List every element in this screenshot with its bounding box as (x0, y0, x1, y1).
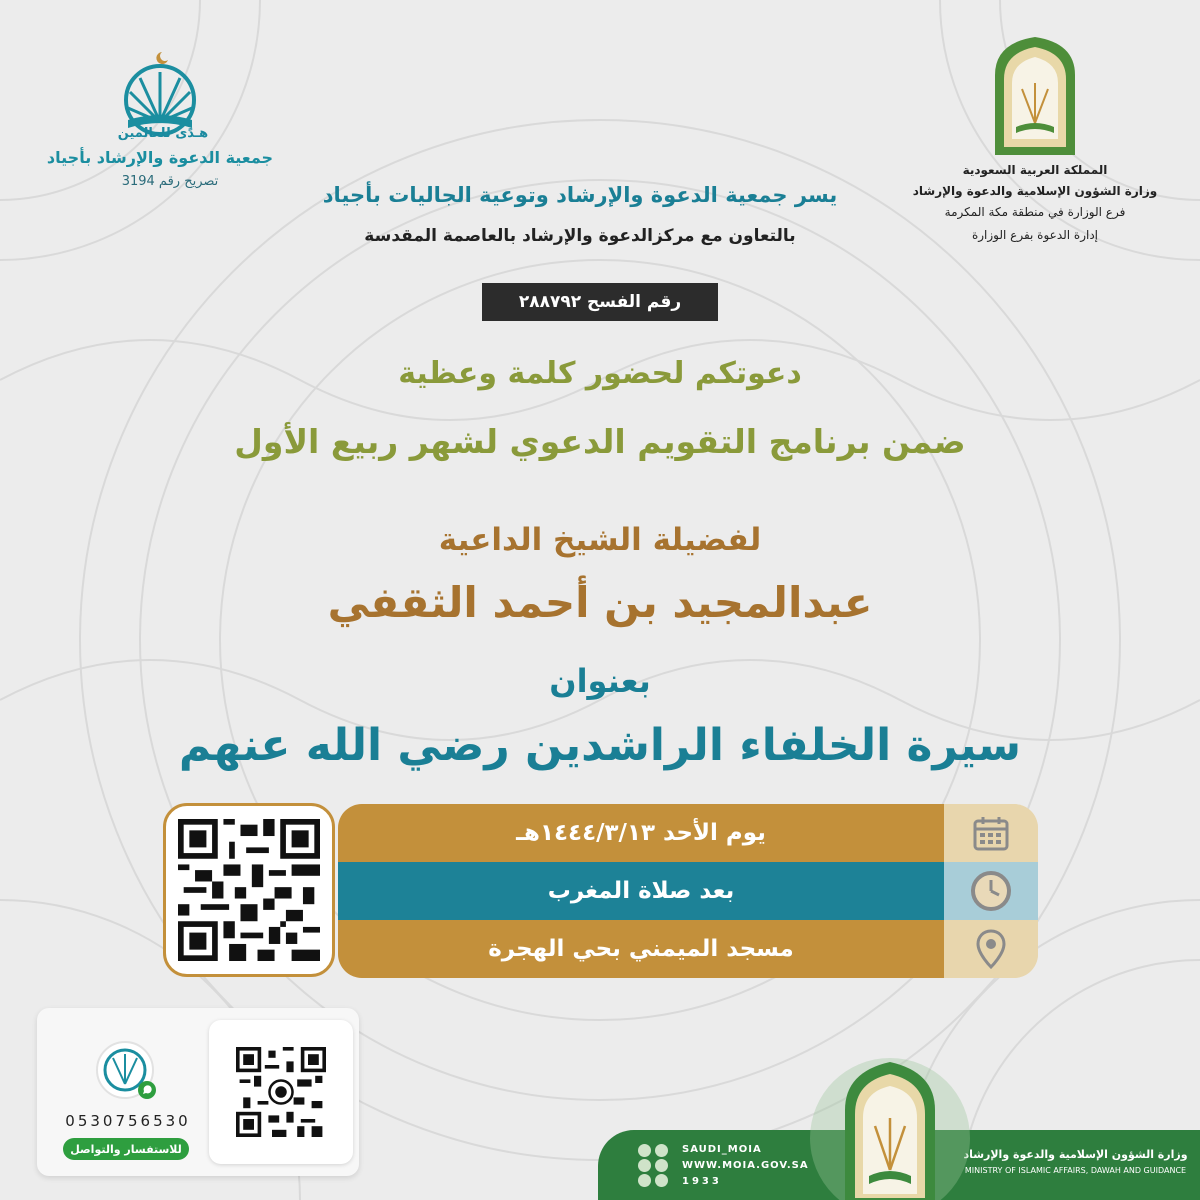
subject-label: بعنوان (549, 662, 651, 700)
ministry-logo (900, 35, 1170, 255)
footer-ministry-emblem-icon (805, 1048, 975, 1200)
date-row (338, 804, 1038, 862)
invite-line: دعوتكم لحضور كلمة وعظية (398, 356, 802, 391)
footer-ministry-arabic: وزارة الشؤون الإسلامية والدعوة والإرشاد (963, 1148, 1188, 1161)
ministry-line-3: فرع الوزارة في منطقة مكة المكرمة (944, 205, 1126, 219)
ministry-line-4: إدارة الدعوة بفرع الوزارة (971, 228, 1099, 242)
event-time: بعد صلاة المغرب (338, 862, 944, 920)
calendar-icon (944, 804, 1038, 862)
location-pin-icon (944, 920, 1038, 978)
speaker-name: عبدالمجيد بن أحمد الثقفي (327, 578, 873, 627)
time-row (338, 862, 1038, 920)
association-permit: تصريح رقم 3194 (121, 174, 219, 189)
event-date: يوم الأحد ١٤٤٤/٣/١٣هـ (338, 804, 944, 862)
ministry-line-1: المملكة العربية السعودية (962, 163, 1108, 177)
footer-year: 1933 (682, 1176, 722, 1187)
footer-social-icons (638, 1144, 668, 1187)
qr-code-icon (178, 819, 320, 961)
instagram-icon[interactable] (655, 1144, 668, 1157)
location-row (338, 920, 1038, 978)
footer-ministry-english: MINISTRY OF ISLAMIC AFFAIRS, DAWAH AND GUIDANCE (964, 1166, 1187, 1175)
speaker-title: لفضيلة الشيخ الداعية (438, 522, 762, 558)
event-location: مسجد الميمني بحي الهجرة (338, 920, 944, 978)
snapchat-icon[interactable] (638, 1144, 651, 1157)
association-brand: هـدًى للعالمين (117, 126, 209, 141)
event-details-panel (338, 804, 1038, 978)
ministry-line-2: وزارة الشؤون الإسلامية والدعوة والإرشاد (912, 184, 1158, 198)
clock-icon (944, 862, 1038, 920)
cooperation-line: بالتعاون مع مركزالدعوة والإرشاد بالعاصمة المقدسة (364, 226, 796, 246)
phone-icon[interactable] (655, 1174, 668, 1187)
event-qr-code[interactable] (163, 803, 335, 977)
contact-qr-code[interactable] (209, 1020, 353, 1164)
facebook-icon[interactable] (638, 1174, 651, 1187)
globe-icon[interactable] (655, 1159, 668, 1172)
association-logo (40, 50, 280, 200)
contact-card (37, 1008, 359, 1176)
program-line: ضمن برنامج التقويم الدعوي لشهر ربيع الأول (234, 422, 966, 461)
association-emblem-icon (110, 50, 210, 136)
contact-phone[interactable]: 0530756530 (65, 1112, 191, 1130)
ministry-emblem-icon (990, 35, 1080, 155)
whatsapp-qr-icon (236, 1047, 326, 1137)
permit-number-badge: رقم الفسح ٢٨٨٧٩٢ (482, 283, 718, 321)
youtube-icon[interactable] (638, 1159, 651, 1172)
footer-handle[interactable]: SAUDI_MOIA (682, 1144, 762, 1155)
footer-website[interactable]: WWW.MOIA.GOV.SA (682, 1160, 809, 1171)
host-line: يسر جمعية الدعوة والإرشاد وتوعية الجاليات بأجياد (322, 183, 838, 207)
association-small-logo-icon (93, 1038, 159, 1104)
association-name: جمعية الدعوة والإرشاد بأجياد (46, 148, 274, 167)
contact-button[interactable]: للاستفسار والتواصل (63, 1138, 189, 1160)
lecture-title: سيرة الخلفاء الراشدين رضي الله عنهم (178, 720, 1022, 771)
